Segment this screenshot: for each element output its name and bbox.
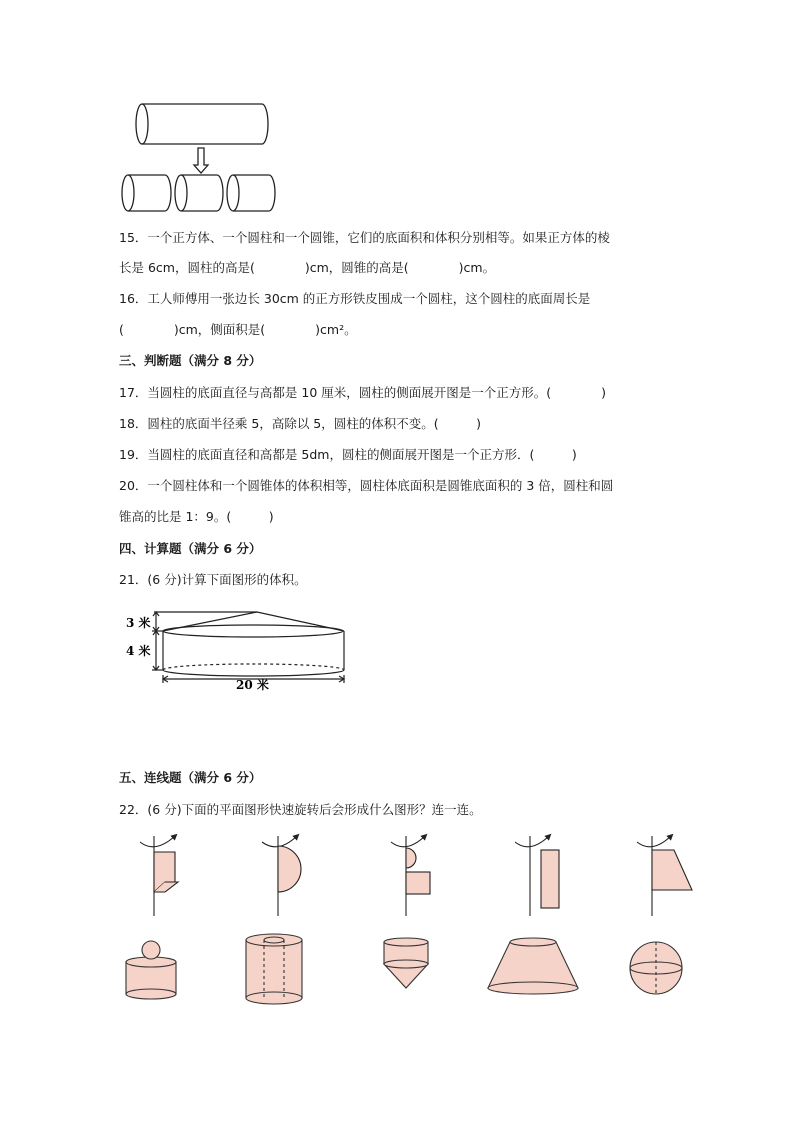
section-5-title: 五、连线题（满分 6 分） [119, 770, 262, 785]
question-18: 18．圆柱的底面半径乘 5，高除以 5，圆柱的体积不变。( ) [119, 416, 482, 431]
question-16-line-2: ( )cm，侧面积是( )cm²。 [119, 322, 357, 337]
question-20-line-2: 锥高的比是 1：9。( ) [119, 509, 274, 524]
cone-cylinder-figure [0, 600, 794, 700]
question-15-line-2: 长是 6cm，圆柱的高是( )cm，圆锥的高是( )cm。 [119, 260, 496, 275]
plane-figures-row [0, 828, 794, 928]
cone-height-label: 3 米 [126, 616, 151, 630]
cylinder-cut-figure [0, 0, 794, 220]
section-3-title: 三、判断题（满分 8 分） [119, 353, 262, 368]
question-19: 19．当圆柱的底面直径和高都是 5dm，圆柱的侧面展开图是一个正方形．( ) [119, 447, 577, 462]
diameter-label: 20 米 [236, 678, 269, 692]
question-21: 21．(6 分)计算下面图形的体积。 [119, 572, 307, 587]
question-16-line-1: 16．工人师傅用一张边长 30cm 的正方形铁皮围成一个圆柱，这个圆柱的底面周长是 [119, 291, 591, 306]
question-20-line-1: 20．一个圆柱体和一个圆锥体的体积相等，圆柱体底面积是圆锥底面积的 3 倍，圆柱和圆 [119, 478, 614, 493]
question-15-line-1: 15．一个正方体、一个圆柱和一个圆锥，它们的底面积和体积分别相等。如果正方体的棱 [119, 230, 610, 245]
solid-figures-row [0, 930, 794, 1010]
question-17: 17．当圆柱的底面直径与高都是 10 厘米，圆柱的侧面展开图是一个正方形。( ) [119, 385, 607, 400]
section-4-title: 四、计算题（满分 6 分） [119, 541, 262, 556]
question-22: 22．(6 分)下面的平面图形快速旋转后会形成什么图形？连一连。 [119, 802, 482, 817]
cylinder-height-label: 4 米 [126, 644, 151, 658]
